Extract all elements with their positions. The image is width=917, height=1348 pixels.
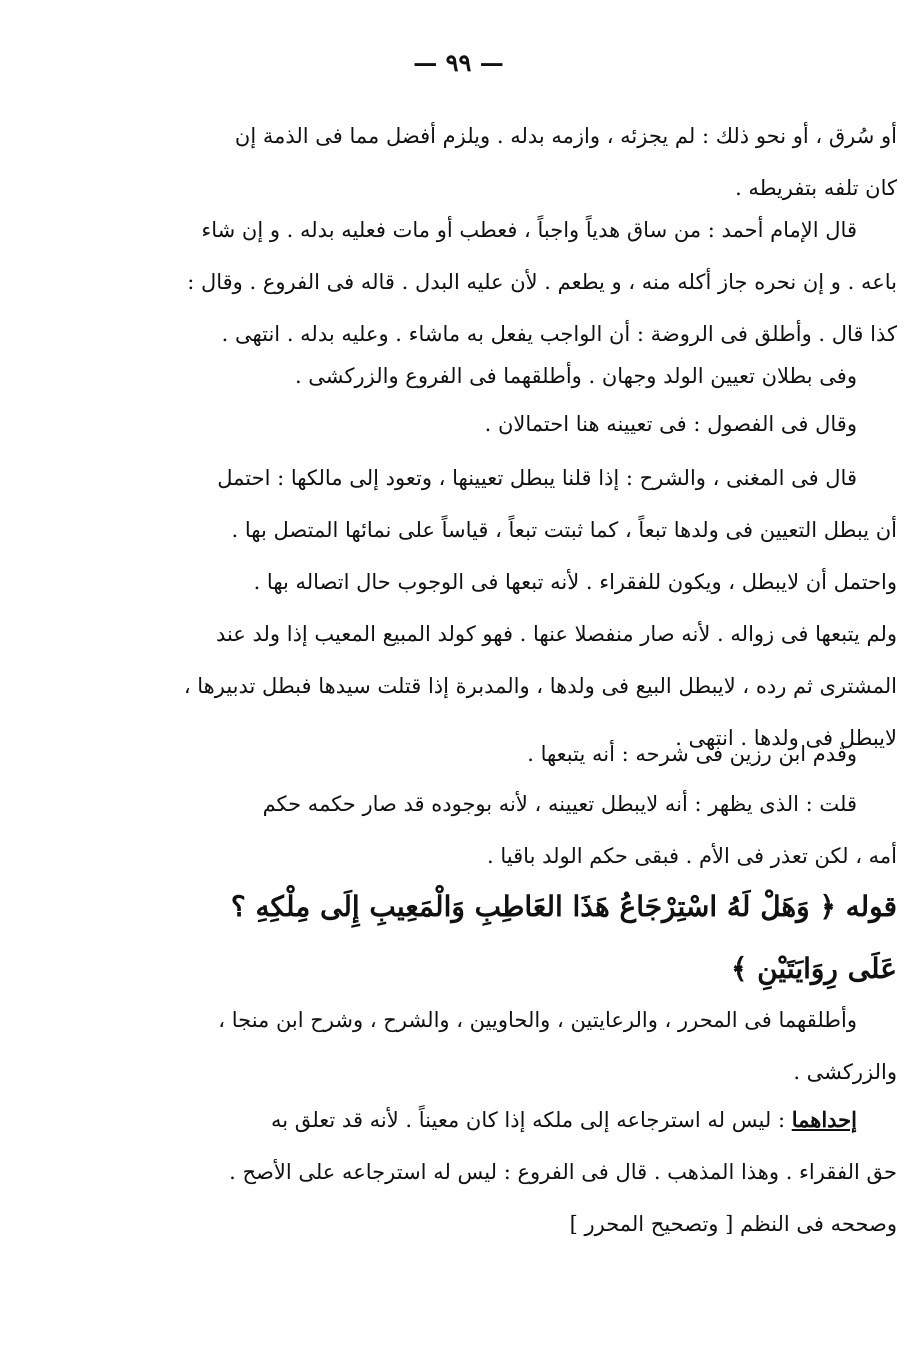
text-line: وصححه فى النظم [ وتصحيح المحرر ] — [569, 1212, 897, 1236]
text-line: والزركشى . — [793, 1060, 897, 1084]
text-segment: : ليس له استرجاعه إلى ملكه إذا كان معيناً . لأنه قد تعلق به — [271, 1108, 792, 1132]
text-line: لايبطل فى ولدها . انتهى . — [675, 726, 897, 750]
quoted-heading — [177, 876, 897, 1000]
text-line: ولم يتبعها فى زواله . لأنه صار منفصلا عنها . فهو كولد المبيع المعيب إذا ولد عند — [215, 622, 897, 646]
text-line: وأطلقهما فى المحرر ، والرعايتين ، والحاويين ، والشرح ، وشرح ابن منجا ، — [218, 1008, 857, 1032]
text-line: أن يبطل التعيين فى ولدها تبعاً ، كما ثبتت تبعاً ، قياساً على نمائها المتصل بها . — [231, 518, 897, 542]
paragraph-6 — [177, 728, 897, 780]
text-line: واحتمل أن لايبطل ، ويكون للفقراء . لأنه تبعها فى الوجوب حال اتصاله بها . — [253, 570, 897, 594]
text-line: قال فى المغنى ، والشرح : إذا قلنا يبطل تعيينها ، وتعود إلى مالكها : احتمل — [217, 466, 857, 490]
text-line: قلت : الذى يظهر : أنه لايبطل تعيينه ، لأنه بوجوده قد صار حكمه حكم — [262, 792, 857, 816]
paragraph-1 — [177, 110, 897, 214]
text-line: كذا قال . وأطلق فى الروضة : أن الواجب يفعل به ماشاء . وعليه بدله . انتهى . — [221, 322, 897, 346]
text-line: أمه ، لكن تعذر فى الأم . فبقى حكم الولد باقيا . — [487, 844, 897, 868]
text-line: وقدم ابن رزين فى شرحه : أنه يتبعها . — [527, 742, 857, 766]
text-line: باعه . و إن نحره جاز أكله منه ، و يطعم . لأن عليه البدل . قاله فى الفروع . وقال : — [187, 270, 897, 294]
paragraph-5 — [177, 452, 897, 764]
paragraph-8 — [177, 994, 897, 1098]
paragraph-7 — [177, 778, 897, 882]
text-line: كان تلفه بتفريطه . — [735, 176, 897, 200]
text-line: المشترى ثم رده ، لايبطل البيع فى ولدها ، والمدبرة إذا قتلت سيدها فبطل تدبيرها ، — [183, 674, 897, 698]
paragraph-3 — [177, 350, 897, 402]
text-line: وفى بطلان تعيين الولد وجهان . وأطلقهما فى الفروع والزركشى . — [294, 364, 857, 388]
paragraph-9 — [177, 1094, 897, 1250]
text-line: حق الفقراء . وهذا المذهب . قال فى الفروع : ليس له استرجاعه على الأصح . — [229, 1160, 897, 1184]
page-number: — ٩٩ — — [413, 48, 504, 77]
text-line: وقال فى الفصول : فى تعيينه هنا احتمالان . — [484, 412, 857, 436]
text-line: أو سُرق ، أو نحو ذلك : لم يجزئه ، وازمه بدله . ويلزم أفضل مما فى الذمة إن — [234, 124, 897, 148]
underlined-term: إحداهما — [791, 1107, 857, 1132]
paragraph-2 — [177, 204, 897, 360]
paragraph-4 — [177, 398, 897, 450]
quote-line: قوله ﴿ وَهَلْ لَهُ اسْتِرْجَاعُ هَذَا العَاطِبِ وَالْمَعِيبِ إِلَى مِلْكِهِ ؟ — [230, 890, 897, 923]
quote-line: عَلَى رِوَايَتَيْنِ ﴾ — [730, 952, 897, 985]
text-line: قال الإمام أحمد : من ساق هدياً واجباً ، فعطب أو مات فعليه بدله . و إن شاء — [201, 218, 857, 242]
text-line — [177, 1094, 897, 1146]
